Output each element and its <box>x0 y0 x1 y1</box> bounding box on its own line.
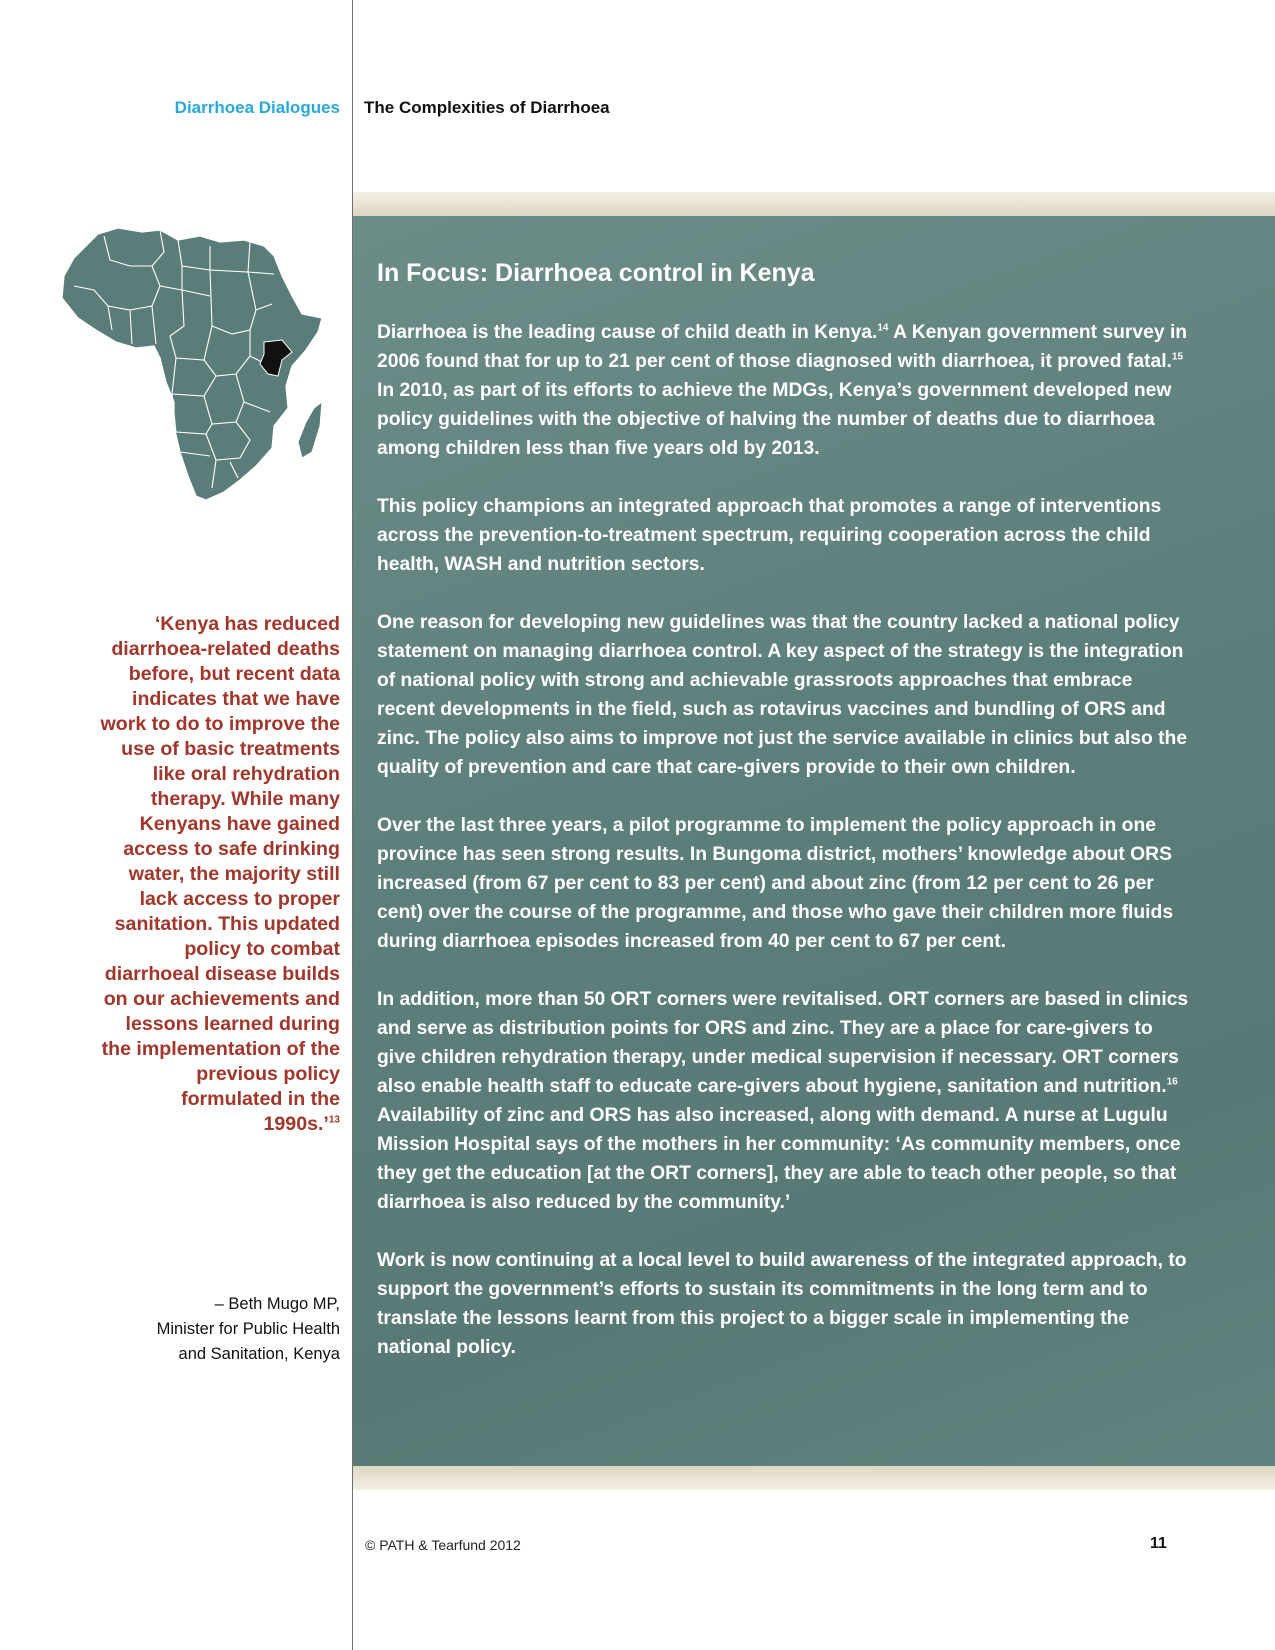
in-focus-body <box>377 318 1189 1391</box>
paragraph-1-text-a: Diarrhoea is the leading cause of child death in Kenya. <box>377 322 878 343</box>
page-number: 11 <box>1150 1535 1167 1552</box>
footnote-ref-13: 13 <box>328 1114 340 1126</box>
africa-continent-shape <box>62 228 322 500</box>
section-title: The Complexities of Diarrhoea <box>364 98 610 117</box>
paragraph-5-text-a: In addition, more than 50 ORT corners were revitalised. ORT corners are based in clinics and serve as distribution points for ORS and zinc. They are a place for care-givers to give children rehydration therapy, under medical supervision if necessary. ORT corners also enable health staff to educate care-givers about hygiene, sanitation and nutrition. <box>377 989 1189 1097</box>
paragraph-5 <box>377 985 1189 1217</box>
paragraph-4: Over the last three years, a pilot programme to implement the policy approach in one province has seen strong results. In Bungoma district, mothers’ knowledge about ORS increased (from 67 per cent to 83 per cent) and about zinc (from 12 per cent to 26 per cent) over the course of the programme, and those who gave their children more fluids during diarrhoea episodes increased from 40 per cent to 67 per cent. <box>377 815 1174 952</box>
attribution-name: – Beth Mugo MP, <box>214 1295 340 1313</box>
series-title: Diarrhoea Dialogues <box>174 98 340 117</box>
pull-quote <box>100 612 340 1137</box>
paragraph-1-text-b: A Kenyan government survey in 2006 found that for up to 21 per cent of those diagnosed with diarrhoea, it proved fatal. <box>377 322 1188 372</box>
footnote-ref-16: 16 <box>1166 1076 1178 1088</box>
in-focus-box <box>353 216 1275 1466</box>
paragraph-6: Work is now continuing at a local level to build awareness of the integrated approach, to support the government’s efforts to sustain its commitments in the long term and to translate the lessons learnt from this project to a bigger scale in implementing the national policy. <box>377 1250 1187 1358</box>
paragraph-2: This policy champions an integrated approach that promotes a range of interventions across the prevention-to-treatment spectrum, requiring cooperation across the child health, WASH and nutrition sectors. <box>377 496 1162 575</box>
attribution-title: Minister for Public Health <box>156 1320 340 1338</box>
pull-quote-text: ‘Kenya has reduced diarrhoea-related deaths before, but recent data indicates that we have work to do to improve the use of basic treatments like oral rehydration therapy. While many Kenyans have gained access to safe drinking water, the majority still lack access to proper sanitation. This updated policy to combat diarrhoeal disease builds on our achievements and lessons learned during the implementation of the previous policy formulated in the 1990s.’ <box>100 613 340 1135</box>
footnote-ref-15: 15 <box>1171 351 1184 363</box>
paragraph-1-text-c: In 2010, as part of its efforts to achieve the MDGs, Kenya’s government developed new policy guidelines with the objective of halving the number of deaths due to diarrhoea among children less than five years old by 2013. <box>377 380 1172 459</box>
attribution-title-cont: and Sanitation, Kenya <box>178 1345 340 1363</box>
quote-attribution <box>100 1292 340 1367</box>
paper-edge-bottom <box>353 1466 1275 1490</box>
paragraph-3: One reason for developing new guidelines was that the country lacked a national policy statement on managing diarrhoea control. A key aspect of the strategy is the integration of national policy with strong and achievable grassroots approaches that embrace recent developments in the field, such as rotavirus vaccines and bundling of ORS and zinc. The policy also aims to improve not just the service available in clinics but also the quality of prevention and care that care-givers provide to their own children. <box>377 612 1188 778</box>
in-focus-heading: In Focus: Diarrhoea control in Kenya <box>377 259 815 287</box>
footnote-ref-14: 14 <box>877 322 889 334</box>
madagascar-shape <box>298 402 322 458</box>
paper-edge-top <box>353 192 1275 216</box>
footer-copyright: © PATH & Tearfund 2012 <box>365 1537 521 1553</box>
paragraph-5-text-b: Availability of zinc and ORS has also increased, along with demand. A nurse at Lugulu Mission Hospital says of the mothers in her community: ‘As community members, once they get the education [at the ORT corners], they are able to teach other people, so that diarrhoea is also reduced by the community.’ <box>377 1105 1181 1213</box>
africa-map-icon <box>60 226 350 526</box>
paragraph-1 <box>377 318 1189 463</box>
